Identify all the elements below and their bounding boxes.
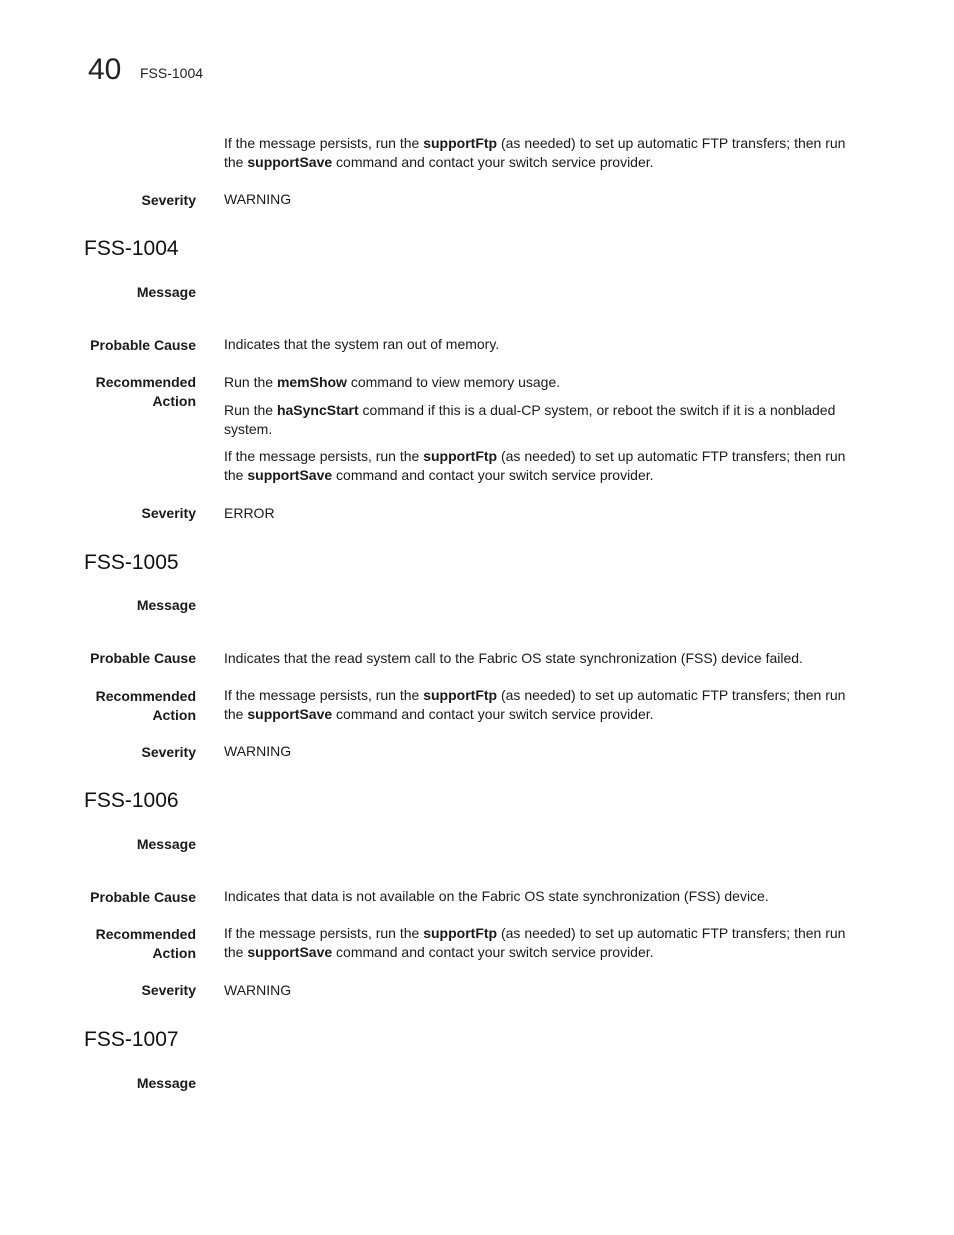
- message-label: Message: [136, 284, 196, 300]
- severity-value: WARNING: [224, 191, 292, 207]
- section-title-fss-1005: FSS-1005: [84, 551, 179, 574]
- severity-value: ERROR: [224, 505, 275, 521]
- section-title-fss-1006: FSS-1006: [84, 789, 179, 812]
- severity-value: WARNING: [224, 982, 292, 998]
- severity-label: Severity: [141, 505, 196, 521]
- recommended-action-text-2: Run the haSyncStart command if this is a dual-CP system, or reboot the switch if it is a nonbladed system.: [224, 402, 836, 437]
- probable-cause-text: Indicates that the read system call to the Fabric OS state synchronization (FSS) device failed.: [224, 650, 803, 666]
- probable-cause-label: Probable Cause: [90, 337, 196, 353]
- recommended-action-text: If the message persists, run the supportFtp (as needed) to set up automatic FTP transfers; then run the supportSave command and contact your switch service provider.: [224, 925, 846, 960]
- running-title: FSS-1004: [140, 65, 204, 81]
- message-label: Message: [136, 836, 196, 852]
- command-memshow: memShow: [276, 374, 347, 390]
- section-title-fss-1007: FSS-1007: [84, 1028, 179, 1051]
- severity-value: WARNING: [224, 743, 292, 759]
- command-supportsave: supportSave: [247, 154, 333, 170]
- severity-label: Severity: [141, 982, 196, 998]
- recommended-action-text-3: If the message persists, run the supportFtp (as needed) to set up automatic FTP transfers; then run the supportSave command and contact your switch service provider.: [224, 448, 846, 483]
- recommended-action-label: Recommended Action: [95, 374, 196, 409]
- probable-cause-label: Probable Cause: [90, 650, 196, 666]
- severity-label: Severity: [141, 744, 196, 760]
- recommended-action-text-1: Run the memShow command to view memory usage.: [224, 374, 561, 390]
- probable-cause-text: Indicates that data is not available on the Fabric OS state synchronization (FSS) device.: [224, 888, 769, 904]
- recommended-action-text: If the message persists, run the supportFtp (as needed) to set up automatic FTP transfers; then run the supportSave command and contact your switch service provider.: [224, 687, 846, 722]
- severity-label: Severity: [141, 192, 196, 208]
- message-label: Message: [136, 1075, 196, 1091]
- probable-cause-text: Indicates that the system ran out of memory.: [224, 336, 500, 352]
- section-title-fss-1004: FSS-1004: [84, 237, 179, 260]
- message-label: Message: [136, 597, 196, 613]
- probable-cause-label: Probable Cause: [90, 889, 196, 905]
- command-hasyncstart: haSyncStart: [276, 402, 359, 418]
- chapter-number: 40: [88, 53, 122, 86]
- top-action-text: If the message persists, run the supportFtp (as needed) to set up automatic FTP transfers; then run the supportSave command and contact your switch service provider.: [224, 135, 846, 170]
- recommended-action-label: Recommended Action: [95, 688, 196, 723]
- recommended-action-label: Recommended Action: [95, 926, 196, 961]
- command-supportftp: supportFtp: [423, 135, 498, 151]
